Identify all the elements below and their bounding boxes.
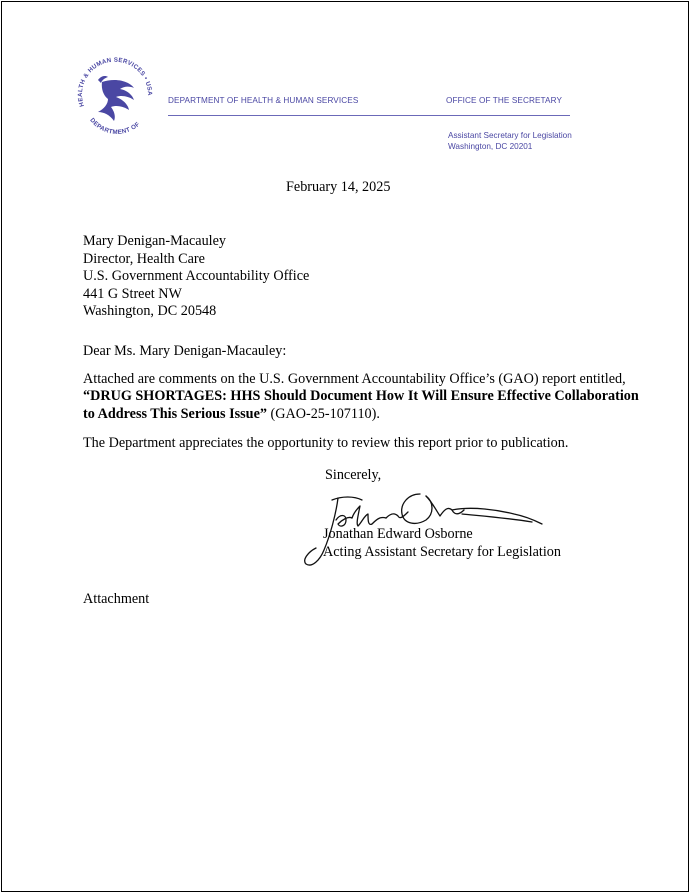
salutation: Dear Ms. Mary Denigan-Macauley: [83, 343, 287, 359]
signer-block [323, 526, 561, 561]
signer-name: Jonathan Edward Osborne [323, 526, 473, 542]
report-title-line-1: “DRUG SHORTAGES: HHS Should Document How It Will Ensure Effective Collaboration [83, 388, 639, 405]
body-paragraph-1 [83, 371, 639, 423]
body-paragraph-2: The Department appreciates the opportunity to review this report prior to publication. [83, 435, 569, 451]
department-name: DEPARTMENT OF HEALTH & HUMAN SERVICES [168, 96, 359, 105]
report-id: (GAO-25-107110). [266, 405, 380, 422]
svg-text:DEPARTMENT OF [88, 117, 141, 136]
eagle-profile-icon [98, 76, 134, 121]
sender-city-line: Washington, DC 20201 [448, 142, 533, 151]
recipient-address-block [83, 233, 309, 321]
valediction: Sincerely, [325, 467, 382, 483]
recipient-city: Washington, DC 20548 [83, 303, 217, 320]
letter-date: February 14, 2025 [286, 179, 391, 195]
signer-title: Acting Assistant Secretary for Legislation [323, 543, 561, 560]
recipient-name: Mary Denigan-Macauley [83, 233, 226, 249]
report-title-line-2: to Address This Serious Issue” [83, 405, 267, 422]
assistant-secretary-line: Assistant Secretary for Legislation [448, 131, 572, 140]
para1-lead: Attached are comments on the U.S. Government Accountability Office’s (GAO) report entitled, [83, 371, 626, 387]
seal-text-bottom: DEPARTMENT OF [88, 116, 142, 137]
office-name: OFFICE OF THE SECRETARY [446, 96, 563, 105]
recipient-title: Director, Health Care [83, 250, 205, 267]
hhs-seal-logo [74, 54, 160, 144]
recipient-street: 441 G Street NW [83, 285, 182, 302]
letterhead-divider [168, 115, 570, 116]
recipient-organization: U.S. Government Accountability Office [83, 268, 310, 285]
sender-office-block [448, 130, 572, 152]
seal-text-top: HEALTH & HUMAN SERVICES • USA [77, 56, 154, 108]
letter-page [1, 1, 689, 892]
enclosure-notation: Attachment [83, 591, 150, 607]
